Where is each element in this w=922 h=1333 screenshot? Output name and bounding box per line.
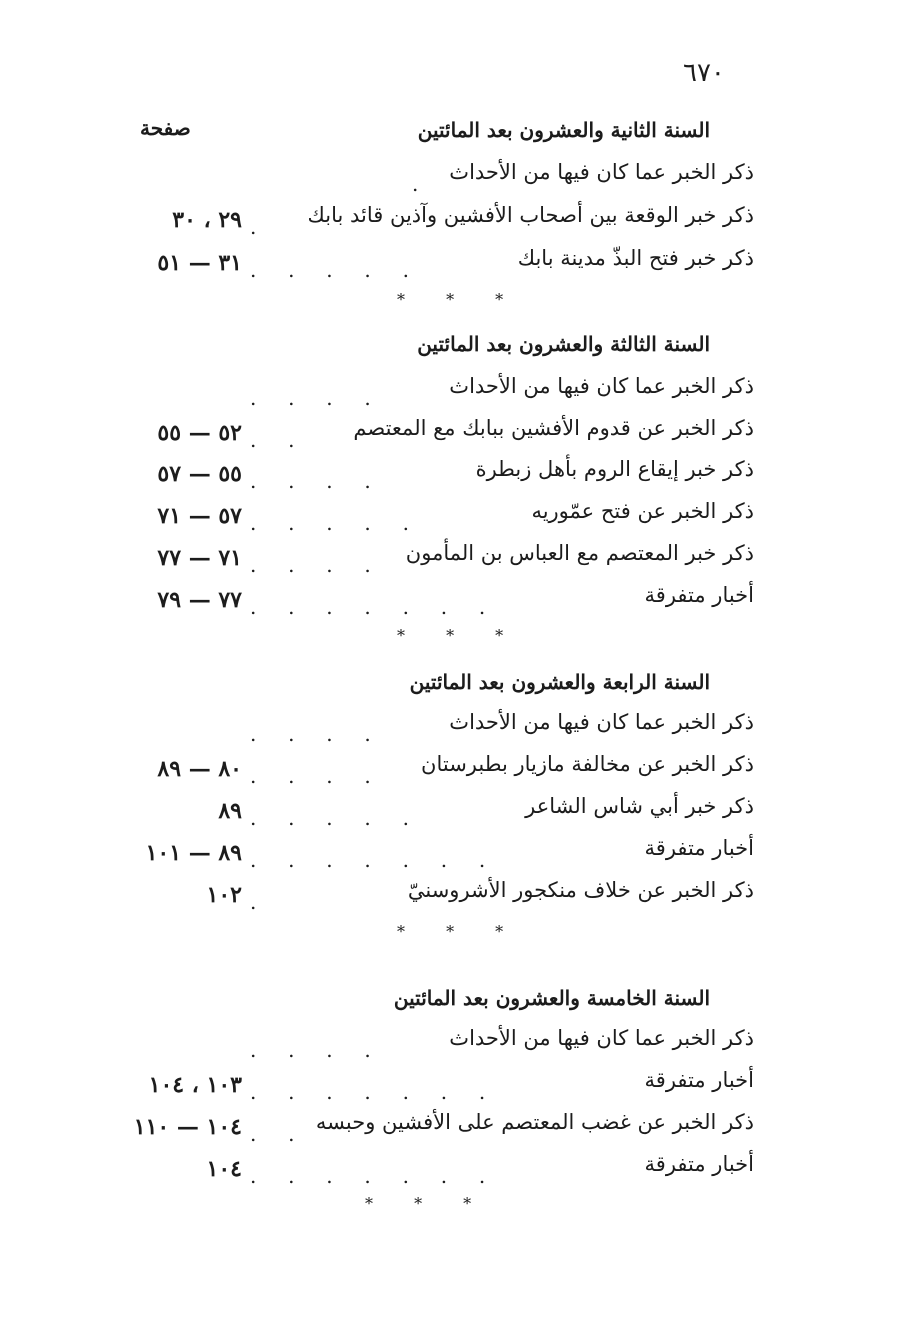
entry-title: ذكر الخبر عن غضب المعتصم على الأفشين وحبسه [315, 1110, 754, 1134]
entry-title: أخبار متفرقة [644, 583, 754, 607]
entry-pages: ١٠٤ — ١١٠ [133, 1114, 242, 1140]
entry-pages: ١٠٤ [206, 1156, 242, 1182]
section-heading: السنة الرابعة والعشرون بعد المائتين [409, 670, 710, 694]
entry-pages: ٣١ — ٥١ [157, 250, 242, 276]
dot-leader: . . . . [250, 722, 371, 746]
section-heading: السنة الخامسة والعشرون بعد المائتين [393, 986, 710, 1010]
dot-leader: . . . . . . . [250, 848, 486, 872]
entry-pages: ٥٧ — ٧١ [157, 503, 242, 529]
entry-pages: ١٠٣ ، ١٠٤ [148, 1072, 242, 1098]
entry-title: ذكر الخبر عما كان فيها من الأحداث [449, 710, 754, 734]
entry-title: ذكر الخبر عما كان فيها من الأحداث [449, 160, 754, 184]
toc-entry [0, 412, 922, 452]
section-separator: * * * [365, 1194, 490, 1213]
pages-column-header: صفحة [140, 116, 191, 140]
toc-entry [0, 242, 922, 282]
entry-title: ذكر خبر إيقاع الروم بأهل زبطرة [475, 457, 754, 481]
entry-title: ذكر الخبر عن مخالفة مازيار بطبرستان [421, 752, 754, 776]
toc-entry [0, 1148, 922, 1188]
toc-entry [0, 579, 922, 619]
entry-pages: ٧١ — ٧٧ [157, 545, 242, 571]
toc-entry [0, 370, 922, 410]
entry-title: ذكر الخبر عما كان فيها من الأحداث [449, 1026, 754, 1050]
entry-title: ذكر الخبر عن خلاف منكجور الأشروسنيّ [407, 878, 754, 902]
dot-leader: . . . . [250, 1038, 371, 1062]
toc-entry [0, 1106, 922, 1146]
entry-pages: ٥٥ — ٥٧ [157, 461, 242, 487]
section-separator: * * * [397, 626, 522, 645]
toc-entry [0, 1064, 922, 1104]
toc-entry [0, 1022, 922, 1062]
entry-title: أخبار متفرقة [644, 1152, 754, 1176]
entry-pages: ٥٢ — ٥٥ [157, 420, 242, 446]
entry-pages: ٨٩ — ١٠١ [145, 840, 242, 866]
entry-title: ذكر خبر فتح البذّ مدينة بابك [517, 246, 754, 270]
entry-title: ذكر الخبر عما كان فيها من الأحداث [449, 374, 754, 398]
dot-leader: . . [250, 1122, 295, 1146]
entry-pages: ٧٧ — ٧٩ [157, 587, 242, 613]
entry-title: ذكر الخبر عن فتح عمّوريه [531, 499, 754, 523]
toc-entry [0, 453, 922, 493]
entry-title: ذكر الخبر عن قدوم الأفشين ببابك مع المعتصم [353, 416, 754, 440]
toc-entry [0, 706, 922, 746]
section-heading: السنة الثانية والعشرون بعد المائتين [417, 118, 710, 142]
entry-pages: ٨٠ — ٨٩ [157, 756, 242, 782]
entry-title: ذكر خبر أبي شاس الشاعر [525, 794, 754, 818]
page-number: ٦٧٠ [683, 58, 725, 88]
toc-entry [0, 790, 922, 830]
entry-pages: ١٠٢ [206, 882, 242, 908]
dot-leader: . . [250, 428, 295, 452]
entry-title: ذكر خبر الوقعة بين أصحاب الأفشين وآذين قائد بابك [307, 203, 754, 227]
dot-leader: . [250, 215, 257, 239]
dot-leader: . . . . . . . [250, 1164, 486, 1188]
dot-leader: . . . . . . . [250, 595, 486, 619]
section-separator: * * * [397, 922, 522, 941]
entry-pages: ٨٩ [218, 798, 242, 824]
dot-leader: . . . . [250, 469, 371, 493]
dot-leader: . . . . [250, 386, 371, 410]
section-separator: * * * [397, 290, 522, 309]
entry-pages: ٢٩ ، ٣٠ [172, 207, 242, 233]
toc-entry [0, 199, 922, 239]
section-heading: السنة الثالثة والعشرون بعد المائتين [417, 332, 710, 356]
toc-entry [0, 832, 922, 872]
dot-leader: . [412, 172, 419, 196]
toc-entry [0, 537, 922, 577]
toc-entry [0, 156, 922, 196]
entry-title: أخبار متفرقة [644, 1068, 754, 1092]
toc-entry [0, 874, 922, 914]
toc-entry [0, 495, 922, 535]
entry-title: ذكر خبر المعتصم مع العباس بن المأمون [405, 541, 754, 565]
dot-leader: . . . . . [250, 511, 409, 535]
dot-leader: . . . . [250, 553, 371, 577]
dot-leader: . . . . [250, 764, 371, 788]
dot-leader: . . . . . . . [250, 1080, 486, 1104]
dot-leader: . . . . . [250, 258, 409, 282]
toc-entry [0, 748, 922, 788]
dot-leader: . . . . . [250, 806, 409, 830]
entry-title: أخبار متفرقة [644, 836, 754, 860]
dot-leader: . [250, 890, 257, 914]
